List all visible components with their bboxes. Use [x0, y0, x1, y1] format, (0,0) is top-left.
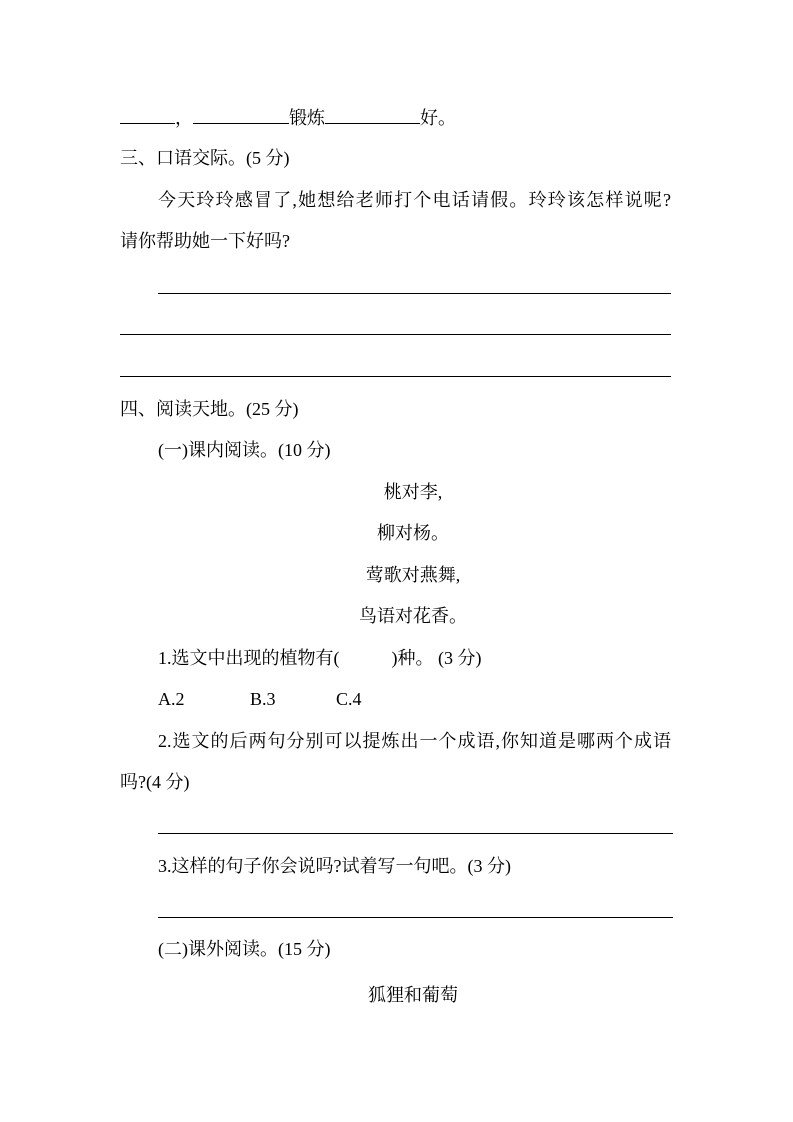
fill-in-word-middle: 锻炼 [289, 108, 325, 128]
question-2-line-1: 2.选文的后两句分别可以提炼出一个成语,你知道是哪两个成语 [158, 731, 671, 751]
question-1-text: 1.选文中出现的植物有( [158, 648, 340, 668]
fill-in-blank-2 [193, 108, 289, 124]
option-c: C.4 [336, 689, 362, 709]
question-1-score: )种。 (3 分) [391, 648, 482, 668]
question-3-answer-line [158, 917, 673, 918]
answer-line [120, 376, 671, 377]
question-1 [158, 646, 481, 670]
fill-in-word-end: 好。 [420, 108, 456, 128]
poem-line: 桃对李, [383, 482, 443, 502]
question-2-answer-line [158, 833, 673, 834]
fill-in-line [120, 106, 456, 130]
question-1-answer-slot [340, 649, 392, 664]
fill-in-comma: ， [175, 108, 193, 128]
question-1-options [158, 687, 362, 711]
answer-line [120, 334, 671, 335]
in-class-reading-heading: (一)课内阅读。(10 分) [158, 440, 331, 460]
poem-line: 莺歌对燕舞, [365, 565, 461, 585]
oral-prompt-line-1: 今天玲玲感冒了,她想给老师打个电话请假。玲玲该怎样说呢? [158, 190, 671, 210]
fill-in-blank-3 [325, 108, 420, 124]
reading-section-heading: 四、阅读天地。(25 分) [120, 399, 299, 419]
oral-section-heading: 三、口语交际。(5 分) [120, 148, 290, 168]
fill-in-blank-1 [120, 108, 175, 124]
passage-title: 狐狸和葡萄 [368, 985, 458, 1005]
option-a: A.2 [158, 689, 185, 709]
question-2-line-2: 吗?(4 分) [120, 772, 190, 792]
poem-line: 柳对杨。 [377, 523, 449, 543]
poem-line: 鸟语对花香。 [359, 606, 467, 626]
question-3: 3.这样的句子你会说吗?试着写一句吧。(3 分) [158, 856, 511, 876]
oral-prompt-line-2: 请你帮助她一下好吗? [120, 231, 290, 251]
extracurricular-reading-heading: (二)课外阅读。(15 分) [158, 939, 331, 959]
option-b: B.3 [250, 689, 276, 709]
answer-line [158, 293, 671, 294]
